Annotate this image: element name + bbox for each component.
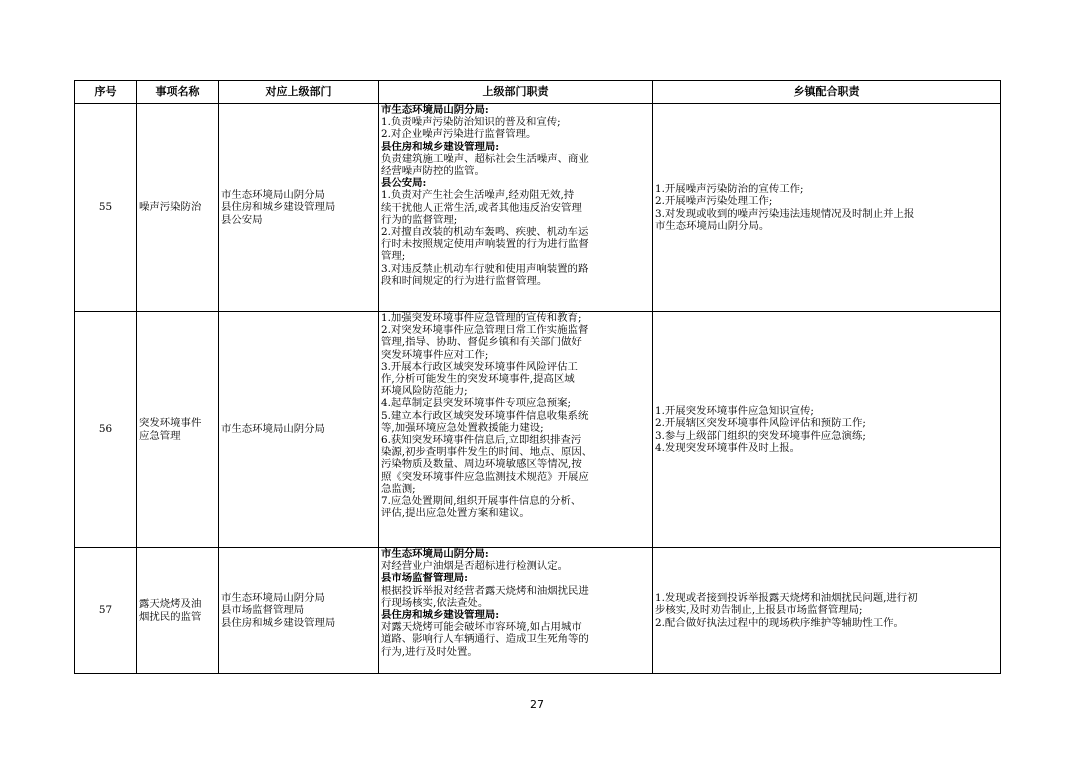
cell-upper-duties-line: 1.加强突发环境事件应急管理的宣传和教育; [381,312,582,324]
cell-upper-duties-line: 根据投诉举报对经营者露天烧烤和油烟扰民进 [381,584,589,597]
cell-upper-duties [379,312,653,548]
cell-upper-duties-line: 对经营业户油烟是否超标进行检测认定。 [381,560,569,573]
cell-upper-duties-line: 2.对突发环境事件应急管理日常工作实施监督 [381,324,589,337]
header-town-duties: 乡镇配合职责 [653,81,1001,104]
cell-upper-duties-line: 经营噪声防控的监管。 [381,165,485,178]
table-row [75,312,1001,548]
cell-upper-dept [219,312,379,548]
cell-upper-duties-line: 行现场核实,依法查处。 [381,596,489,609]
cell-upper-duties-line: 等,加强环境应急处置救援能力建设; [381,421,544,434]
cell-upper-duties-line: 管理; [381,250,406,263]
cell-upper-duties-line: 行为,进行及时处置。 [381,645,478,658]
cell-seq: 56 [75,312,137,548]
cell-seq: 57 [75,548,137,674]
cell-item-name-line: 应急管理 [139,429,181,442]
cell-upper-duties-line: 市生态环境局山阴分局: [381,548,489,560]
header-upper-duties: 上级部门职责 [379,81,653,104]
cell-town-duties-line: 2.开展辖区突发环境事件风险评估和预防工作; [655,417,866,430]
cell-upper-duties-line: 2.对企业噪声污染进行监督管理。 [381,128,537,141]
cell-upper-duties-line: 管理,指导、协助、督促乡镇和有关部门做好 [381,336,582,349]
cell-upper-duties-line: 负责建筑施工噪声、超标社会生活噪声、商业 [381,152,589,165]
cell-upper-duties-line: 续干扰他人正常生活,或者其他违反治安管理 [381,201,582,214]
cell-upper-duties-line: 急监测; [381,482,416,495]
cell-item-name [137,548,219,674]
cell-upper-duties-line: 2.对擅自改装的机动车轰鸣、疾驶、机动车运 [381,226,589,239]
cell-upper-duties-line: 行时未按照规定使用声响装置的行为进行监督 [381,238,589,251]
cell-upper-duties-line: 环境风险防范能力; [381,385,468,398]
cell-item-name-line: 噪声污染防治 [139,201,202,214]
cell-upper-duties-line: 7.应急处置期间,组织开展事件信息的分析、 [381,495,582,508]
cell-town-duties-line: 1.发现或者接到投诉举报露天烧烤和油烟扰民问题,进行初 [655,592,918,605]
cell-upper-duties-line: 评估,提出应急处置方案和建议。 [381,507,530,520]
cell-item-name-line: 烟扰民的监管 [139,610,202,623]
cell-town-duties-line: 1.开展噪声污染防治的宣传工作; [655,183,804,196]
cell-town-duties [653,548,1001,674]
cell-upper-duties-line: 6.获知突发环境事件信息后,立即组织排查污 [381,434,582,447]
cell-upper-duties-line: 突发环境事件应对工作; [381,348,489,361]
cell-seq: 55 [75,104,137,312]
cell-item-name-line: 露天烧烤及油 [139,598,202,611]
header-item-name: 事项名称 [137,81,219,104]
cell-upper-duties-line: 行为的监督管理; [381,213,458,226]
cell-item-name [137,312,219,548]
cell-upper-dept-line: 县住房和城乡建设管理局 [221,616,336,629]
cell-upper-dept [219,548,379,674]
cell-upper-duties-line: 县公安局: [381,177,427,190]
cell-upper-duties-line: 对露天烧烤可能会破坏市容环境,如占用城市 [381,621,582,634]
table-row [75,548,1001,674]
cell-town-duties-line: 3.对发现或收到的噪声污染违法违规情况及时制止并上报 [655,207,915,220]
cell-upper-duties-line: 1.负责对产生社会生活噪声,经劝阻无效,持 [381,189,575,202]
cell-upper-duties [379,104,653,312]
duty-table [74,80,1001,674]
cell-upper-dept [219,104,379,312]
cell-upper-duties [379,548,653,674]
cell-town-duties-line: 2.配合做好执法过程中的现场秩序维护等辅助性工作。 [655,616,904,629]
cell-upper-duties-line: 5.建立本行政区域突发环境事件信息收集系统 [381,409,589,422]
cell-item-name-line: 突发环境事件 [139,417,202,430]
cell-town-duties-line: 4.发现突发环境事件及时上报。 [655,441,800,454]
page-number: 27 [530,698,544,711]
cell-upper-duties-line: 污染物质及数量、周边环境敏感区等情况,按 [381,458,582,471]
cell-upper-duties-line: 3.对违反禁止机动车行驶和使用声响装置的路 [381,262,589,275]
cell-upper-duties-line: 1.负责噪声污染防治知识的普及和宣传; [381,116,561,129]
cell-upper-duties-line: 作,分析可能发生的突发环境事件,提高区域 [381,373,575,386]
header-seq: 序号 [75,81,137,104]
cell-upper-dept-line: 市生态环境局山阴分局 [221,423,325,436]
cell-upper-duties-line: 市生态环境局山阴分局: [381,104,489,116]
cell-upper-duties-line: 段和时间规定的行为进行监督管理。 [381,274,548,287]
cell-upper-duties-line: 染源,初步查明事件发生的时间、地点、原因、 [381,446,593,459]
cell-town-duties-line: 1.开展突发环境事件应急知识宣传; [655,405,814,418]
cell-upper-dept-line: 县住房和城乡建设管理局 [221,201,336,214]
cell-town-duties-line: 市生态环境局山阴分局。 [655,219,770,232]
table-row [75,104,1001,312]
table-body [75,104,1001,674]
table-header-row [75,81,1001,104]
cell-item-name [137,104,219,312]
cell-town-duties-line: 步核实,及时劝告制止,上报县市场监督管理局; [655,604,863,617]
cell-town-duties [653,312,1001,548]
cell-upper-duties-line: 县市场监督管理局: [381,572,468,585]
cell-upper-dept-line: 县市场监督管理局 [221,604,305,617]
cell-upper-duties-line: 县住房和城乡建设管理局: [381,609,500,622]
cell-upper-duties-line: 4.起草制定县突发环境事件专项应急预案; [381,397,572,410]
cell-upper-duties-line: 道路、影响行人车辆通行、造成卫生死角等的 [381,633,589,646]
cell-upper-dept-line: 市生态环境局山阴分局 [221,189,325,202]
cell-town-duties-line: 3.参与上级部门组织的突发环境事件应急演练; [655,429,866,442]
cell-town-duties [653,104,1001,312]
cell-upper-duties-line: 照《突发环境事件应急监测技术规范》开展应 [381,470,589,483]
cell-upper-dept-line: 县公安局 [221,213,263,226]
cell-upper-duties-line: 3.开展本行政区域突发环境事件风险评估工 [381,360,578,373]
cell-upper-duties-line: 县住房和城乡建设管理局: [381,140,500,153]
cell-town-duties-line: 2.开展噪声污染处理工作; [655,195,773,208]
header-upper-dept: 对应上级部门 [219,81,379,104]
cell-upper-dept-line: 市生态环境局山阴分局 [221,592,325,605]
